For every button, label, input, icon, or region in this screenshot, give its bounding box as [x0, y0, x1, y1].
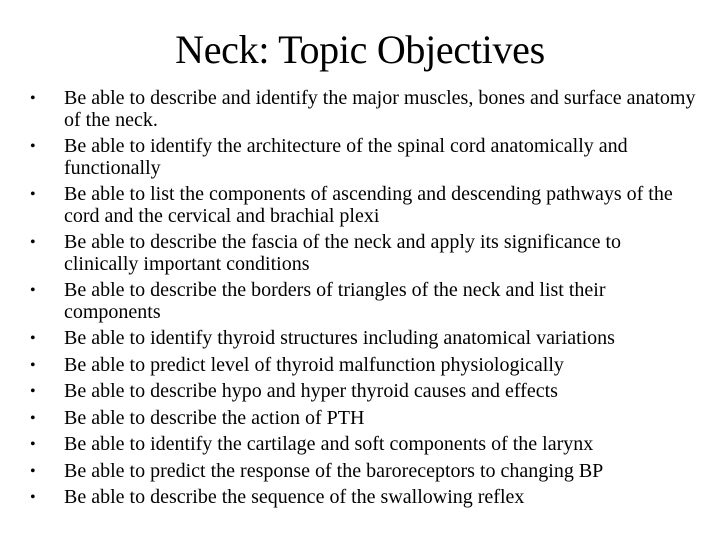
bullet-icon: • [30, 90, 36, 107]
objective-text: Be able to identify the cartilage and soft components of the larynx [64, 433, 594, 455]
objective-text: Be able to predict the response of the baroreceptors to changing BP [64, 459, 604, 482]
objective-item [30, 408, 700, 430]
objective-item [30, 184, 700, 227]
objective-text: Be able to describe and identify the major muscles, bones and surface anatomy of the neck. [64, 87, 696, 131]
bullet-icon: • [30, 234, 36, 251]
bullet-icon: • [30, 383, 36, 400]
bullet-icon: • [30, 138, 36, 155]
objective-text: Be able to predict level of thyroid malfunction physiologically [64, 353, 564, 376]
objective-item [30, 328, 700, 350]
bullet-icon: • [30, 489, 36, 506]
objective-item [30, 381, 700, 403]
slide-title: Neck: Topic Objectives [175, 27, 545, 72]
objectives-list [30, 88, 700, 514]
bullet-icon: • [30, 186, 36, 203]
objective-text: Be able to describe the borders of triangles of the neck and list their components [64, 279, 606, 323]
objective-text: Be able to identify thyroid structures including anatomical variations [64, 327, 615, 349]
bullet-icon: • [30, 409, 36, 427]
objective-item [30, 355, 700, 377]
objective-text: Be able to describe the action of PTH [64, 406, 365, 429]
objective-item [30, 461, 700, 483]
objective-item [30, 487, 700, 509]
objective-text: Be able to describe the sequence of the swallowing reflex [64, 486, 525, 508]
bullet-icon: • [30, 356, 36, 374]
objective-item [30, 88, 700, 131]
objective-item [30, 434, 700, 456]
bullet-icon: • [30, 282, 36, 299]
objective-item [30, 280, 700, 323]
bullet-icon: • [30, 330, 36, 347]
objective-text: Be able to describe hypo and hyper thyroid causes and effects [64, 380, 558, 402]
objective-text: Be able to list the components of ascending and descending pathways of the cord and the cervical and brachial plexi [64, 183, 673, 227]
bullet-icon: • [30, 436, 36, 453]
objective-text: Be able to describe the fascia of the neck and apply its significance to clinically important conditions [64, 231, 622, 275]
bullet-icon: • [30, 462, 36, 480]
objective-item [30, 232, 700, 275]
objective-text: Be able to identify the architecture of the spinal cord anatomically and functionally [64, 135, 628, 179]
objective-item [30, 136, 700, 179]
